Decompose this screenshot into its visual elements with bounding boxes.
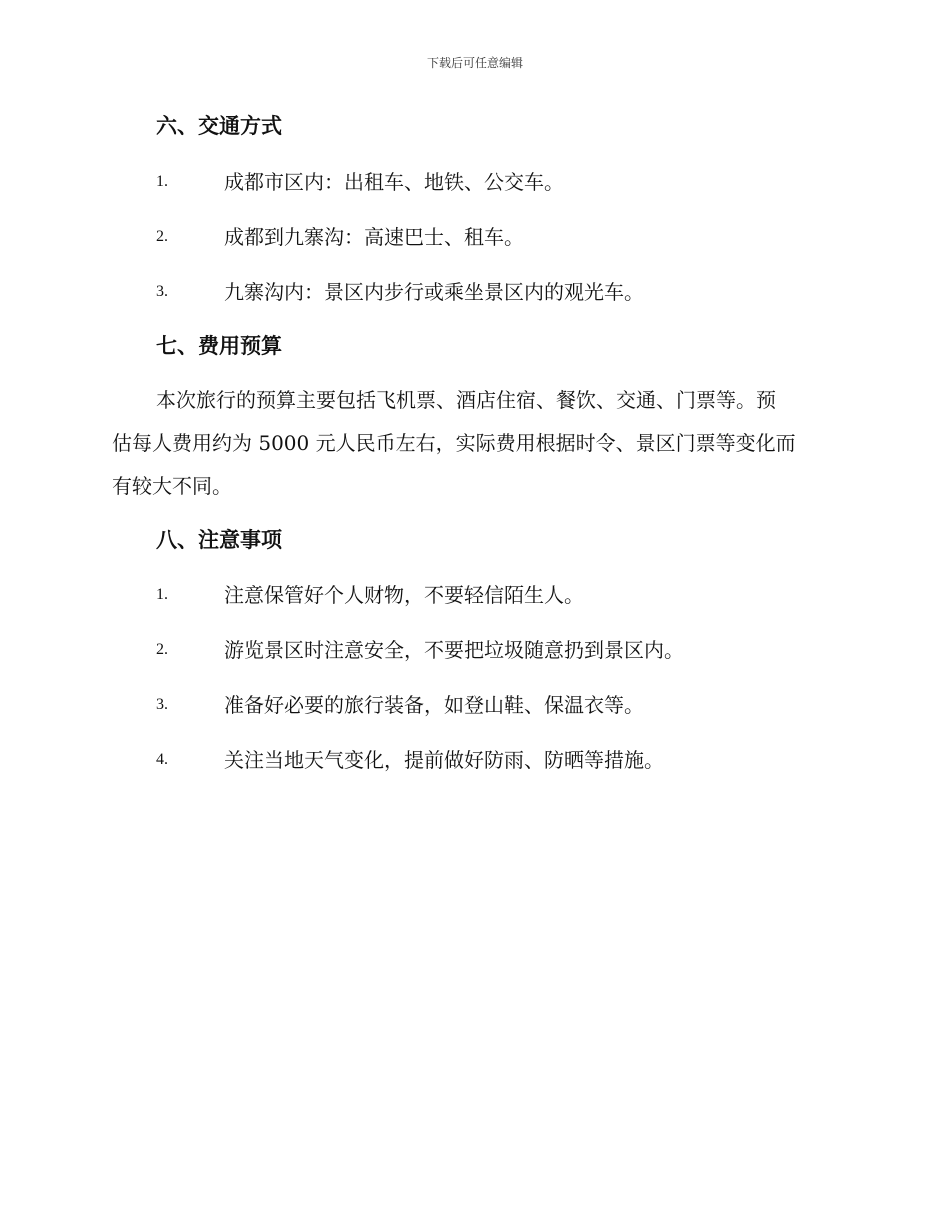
list-number: 2. [156,228,168,245]
list-text: 关注当地天气变化，提前做好防雨、防晒等措施。 [224,748,664,772]
list-text: 准备好必要的旅行装备，如登山鞋、保温衣等。 [224,693,644,717]
section-heading-budget: 七、费用预算 [156,333,282,358]
paragraph-line: 估每人费用约为 5000 元人民币左右，实际费用根据时令、景区门票等变化而 [112,431,796,455]
list-text: 游览景区时注意安全，不要把垃圾随意扔到景区内。 [224,638,684,662]
list-text: 成都市区内：出租车、地铁、公交车。 [224,170,564,194]
section-heading-notes: 八、注意事项 [156,527,282,552]
budget-paragraph [112,379,842,508]
paragraph-line: 有较大不同。 [112,474,232,498]
list-text: 成都到九寨沟：高速巴士、租车。 [224,225,524,249]
list-number: 3. [156,696,168,713]
list-text: 九寨沟内：景区内步行或乘坐景区内的观光车。 [224,280,644,304]
paragraph-line: 本次旅行的预算主要包括飞机票、酒店住宿、餐饮、交通、门票等。预 [156,388,776,412]
list-number: 3. [156,283,168,300]
list-number: 1. [156,173,168,190]
list-text: 注意保管好个人财物，不要轻信陌生人。 [224,583,584,607]
section-heading-transport: 六、交通方式 [156,113,282,138]
page-header: 下载后可任意编辑 [426,56,523,70]
list-number: 1. [156,586,168,603]
list-number: 4. [156,751,168,768]
list-number: 2. [156,641,168,658]
